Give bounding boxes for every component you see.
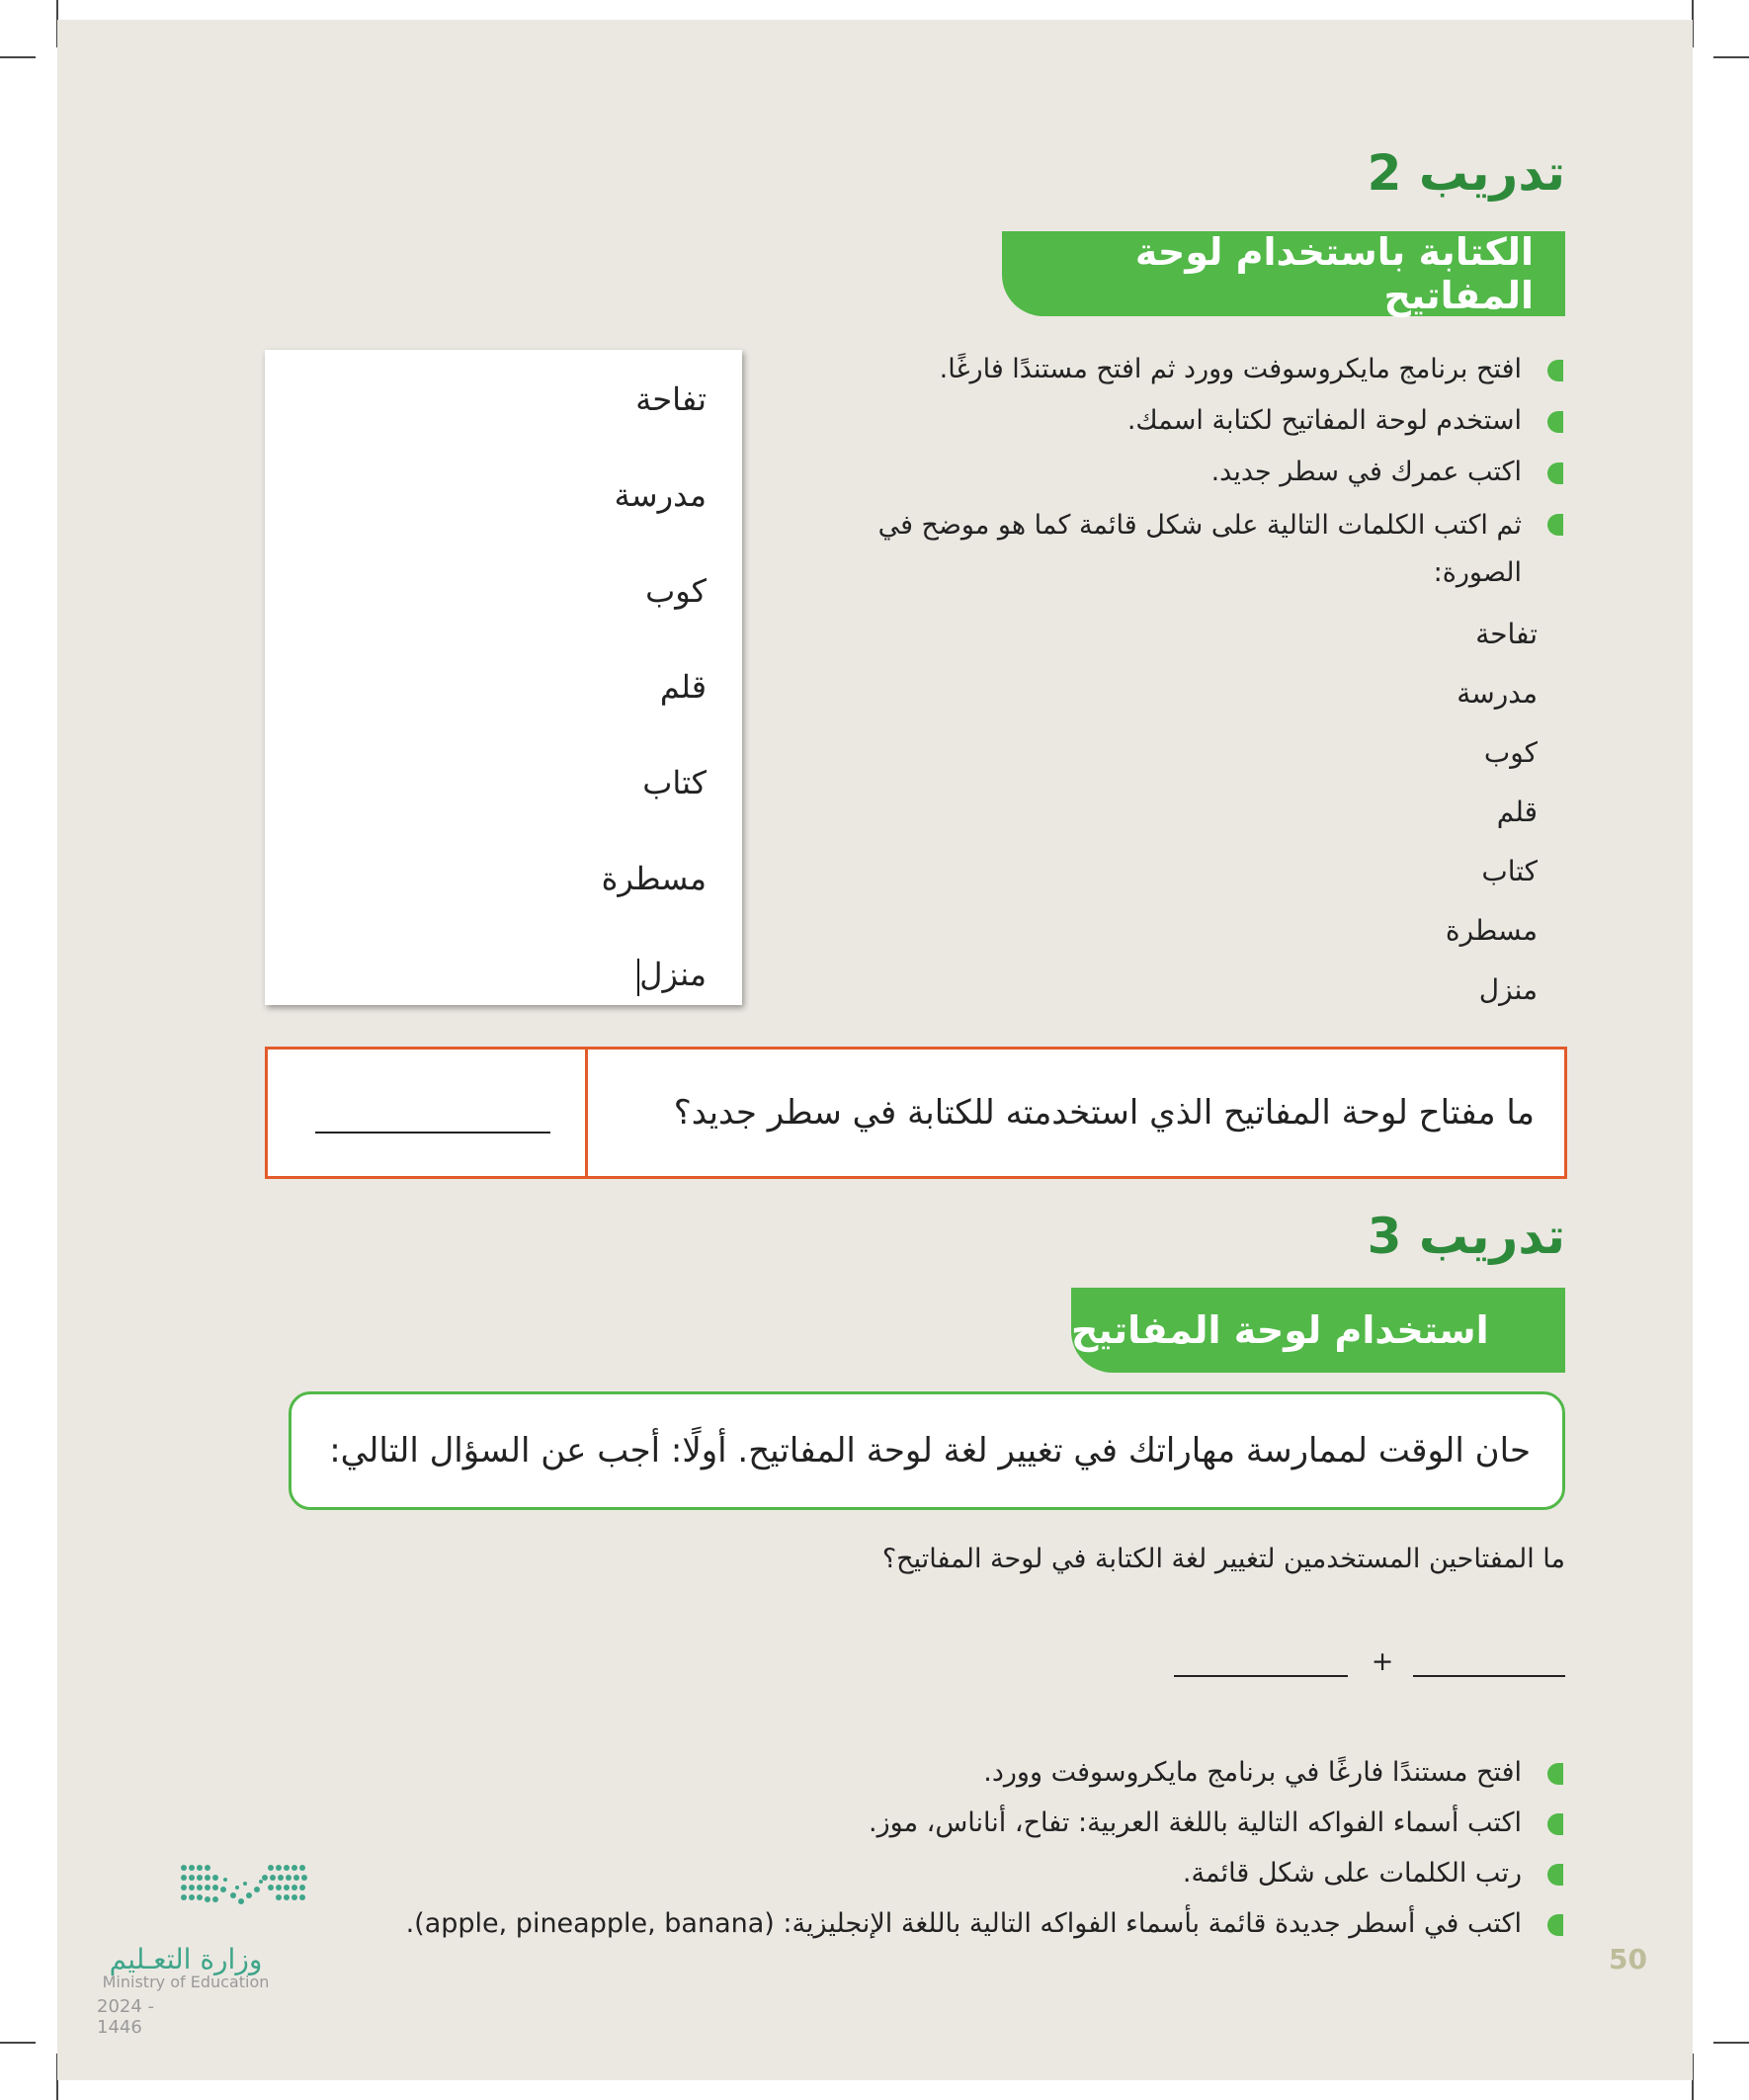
document-word: مدرسة xyxy=(614,476,707,514)
word-item: كوب xyxy=(1483,736,1538,769)
document-word: كوب xyxy=(645,572,707,610)
list-item: ثم اكتب الكلمات التالية على شكل قائمة كما هو موضح في الصورة: xyxy=(854,502,1565,597)
table-divider xyxy=(585,1050,588,1176)
document-word-last: منزل xyxy=(489,935,707,1031)
exercise-2-banner: الكتابة باستخدام لوحة المفاتيح xyxy=(1002,231,1565,316)
plus-sign: + xyxy=(1371,1646,1394,1677)
list-item: استخدم لوحة المفاتيح لكتابة اسمك. xyxy=(854,399,1565,451)
crop-mark xyxy=(1713,56,1749,58)
intro-text: حان الوقت لممارسة مهاراتك في تغيير لغة لوحة المفاتيح. أولًا: أجب عن السؤال التالي: xyxy=(329,1431,1531,1470)
edition-year: 2024 - 1446 xyxy=(97,1996,155,2038)
word-item: مدرسة xyxy=(1457,677,1538,710)
bullet-icon xyxy=(1547,1914,1563,1936)
word-item: قلم xyxy=(1496,796,1538,828)
bullet-icon xyxy=(1547,360,1563,381)
list-item: اكتب في أسطر جديدة قائمة بأسماء الفواكه التالية باللغة الإنجليزية: (apple, pineapple, banana). xyxy=(340,1902,1565,1953)
answer-line-right[interactable] xyxy=(1413,1675,1565,1677)
crop-mark xyxy=(0,56,36,58)
crop-mark xyxy=(0,2042,36,2044)
document-word-list xyxy=(489,360,707,1031)
question-text: ما مفتاح لوحة المفاتيح الذي استخدمته للكتابة في سطر جديد؟ xyxy=(673,1093,1535,1133)
document-word: مسطرة xyxy=(601,860,707,897)
crop-mark xyxy=(1713,2042,1749,2044)
exercise-3-question: ما المفتاحين المستخدمين لتغيير لغة الكتابة في لوحة المفاتيح؟ xyxy=(881,1544,1565,1574)
bullet-icon xyxy=(1547,514,1563,536)
word-item: كتاب xyxy=(1481,855,1538,887)
bullet-icon xyxy=(1547,462,1563,484)
document-word: كتاب xyxy=(642,764,707,801)
list-item: افتح مستندًا فارغًا في برنامج مايكروسوفت وورد. xyxy=(340,1751,1565,1802)
document-screenshot xyxy=(265,350,742,1005)
list-item: افتح برنامج مايكروسوفت وورد ثم افتح مستندًا فارغًا. xyxy=(854,348,1565,399)
answer-line[interactable] xyxy=(315,1132,550,1134)
exercise-3-banner: استخدام لوحة المفاتيح xyxy=(1071,1288,1565,1373)
intro-box xyxy=(289,1391,1565,1510)
exercise-2-title: تدريب 2 xyxy=(1367,144,1565,202)
exercise-2-steps xyxy=(854,348,1565,597)
document-word: قلم xyxy=(659,668,707,706)
word-item: تفاحة xyxy=(1475,618,1538,650)
document-word: تفاحة xyxy=(635,380,707,418)
ministry-logo xyxy=(97,1862,374,2038)
bullet-icon xyxy=(1547,1813,1563,1835)
list-item: اكتب عمرك في سطر جديد. xyxy=(854,451,1565,502)
bullet-icon xyxy=(1547,1763,1563,1785)
answer-line-left[interactable] xyxy=(1174,1675,1348,1677)
sample-word-list xyxy=(1320,605,1538,1020)
question-table xyxy=(265,1047,1567,1179)
exercise-3-steps xyxy=(340,1751,1565,1953)
word-item: مسطرة xyxy=(1445,914,1538,947)
list-item: رتب الكلمات على شكل قائمة. xyxy=(340,1852,1565,1902)
bullet-icon xyxy=(1547,1864,1563,1886)
word-item: منزل xyxy=(1478,973,1538,1006)
ministry-logo-icon xyxy=(97,1862,354,1931)
ministry-name-english: Ministry of Education xyxy=(102,1973,270,1991)
list-item: اكتب أسماء الفواكه التالية باللغة العربية: تفاح، أناناس، موز. xyxy=(340,1802,1565,1852)
exercise-3-title: تدريب 3 xyxy=(1367,1208,1565,1265)
bullet-icon xyxy=(1547,411,1563,433)
page-number: 50 xyxy=(1609,1943,1647,1975)
ministry-name-arabic: وزارة التعـليم xyxy=(109,1943,263,1975)
